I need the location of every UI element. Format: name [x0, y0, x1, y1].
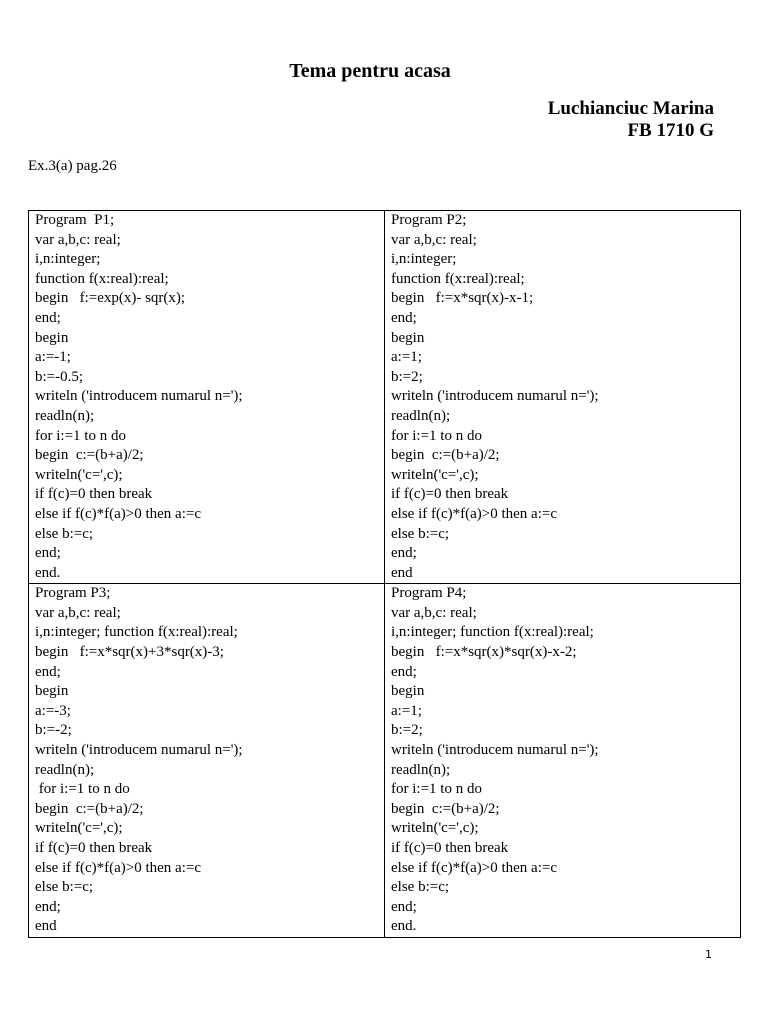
code-line: end; — [391, 309, 417, 326]
author-group: FB 1710 G — [627, 120, 714, 141]
code-line: begin — [391, 683, 425, 700]
code-line: Program P1; — [35, 212, 115, 228]
code-line: end — [391, 564, 413, 581]
code-line: Program P3; — [35, 585, 111, 602]
code-line: if f(c)=0 then break — [391, 486, 509, 503]
code-line: for i:=1 to n do — [35, 781, 130, 798]
code-line: begin f:=x*sqr(x)*sqr(x)-x-2; — [391, 644, 577, 661]
exercise-reference: Ex.3(a) pag.26 — [28, 158, 117, 174]
code-line: writeln('c=',c); — [391, 820, 479, 837]
code-line: end; — [391, 663, 417, 680]
code-line: begin c:=(b+a)/2; — [35, 447, 144, 464]
code-line: Program P2; — [391, 212, 467, 228]
code-line: i,n:integer; — [35, 251, 101, 268]
code-line: else if f(c)*f(a)>0 then a:=c — [391, 505, 557, 522]
code-line: Program P4; — [391, 585, 467, 602]
code-line: begin c:=(b+a)/2; — [391, 447, 500, 464]
code-line: writeln ('introducem numarul n='); — [35, 388, 243, 405]
programs-row-1 — [29, 211, 741, 584]
code-line: i,n:integer; function f(x:real):real; — [391, 624, 594, 641]
code-line: if f(c)=0 then break — [35, 840, 153, 856]
code-line: readln(n); — [391, 407, 451, 424]
code-line: readln(n); — [35, 407, 95, 424]
code-line: function f(x:real):real; — [35, 270, 169, 287]
code-line: begin f:=x*sqr(x)-x-1; — [391, 290, 534, 307]
code-line: a:=-3; — [35, 702, 71, 719]
code-line: end. — [391, 918, 417, 935]
code-line: for i:=1 to n do — [35, 427, 126, 444]
programs-table — [28, 210, 741, 938]
code-line: if f(c)=0 then break — [391, 840, 509, 856]
code-line: end; — [35, 309, 61, 326]
program-p4-cell — [385, 584, 741, 938]
code-line: else b:=c; — [35, 525, 94, 542]
code-line: writeln('c=',c); — [35, 466, 123, 483]
code-line: if f(c)=0 then break — [35, 486, 153, 503]
code-line: for i:=1 to n do — [391, 781, 482, 798]
code-line: writeln('c=',c); — [35, 820, 123, 837]
code-line: end; — [35, 545, 61, 562]
code-line: b:=2; — [391, 368, 423, 385]
code-line: else b:=c; — [35, 879, 94, 896]
code-line: begin c:=(b+a)/2; — [391, 800, 500, 817]
code-line: writeln('c=',c); — [391, 466, 479, 483]
code-line: for i:=1 to n do — [391, 427, 482, 444]
code-line: end; — [35, 663, 61, 680]
code-line: function f(x:real):real; — [391, 270, 525, 287]
programs-row-2 — [29, 584, 741, 938]
code-line: else if f(c)*f(a)>0 then a:=c — [391, 859, 557, 876]
code-line: else if f(c)*f(a)>0 then a:=c — [35, 505, 201, 522]
author-name: Luchianciuc Marina — [547, 98, 714, 119]
code-line: end; — [391, 545, 417, 562]
code-line: else b:=c; — [391, 525, 450, 542]
code-line: a:=-1; — [35, 349, 71, 366]
code-line: readln(n); — [391, 761, 451, 778]
program-p1-cell — [29, 211, 385, 584]
code-line: readln(n); — [35, 761, 95, 778]
document-title: Tema pentru acasa — [289, 60, 451, 82]
code-line: i,n:integer; — [391, 251, 457, 268]
code-line: b:=2; — [391, 722, 423, 739]
code-line: b:=-0.5; — [35, 368, 84, 385]
code-line: a:=1; — [391, 349, 422, 366]
code-line: else if f(c)*f(a)>0 then a:=c — [35, 859, 201, 876]
code-line: var a,b,c: real; — [35, 604, 121, 621]
code-line: end. — [35, 564, 61, 581]
code-line: begin — [391, 329, 425, 346]
code-line: begin f:=exp(x)- sqr(x); — [35, 290, 186, 307]
program-p3-cell — [29, 584, 385, 938]
code-line: writeln ('introducem numarul n='); — [35, 742, 243, 759]
code-line: i,n:integer; function f(x:real):real; — [35, 624, 238, 641]
code-line: begin f:=x*sqr(x)+3*sqr(x)-3; — [35, 644, 224, 661]
code-line: var a,b,c: real; — [391, 231, 477, 248]
code-line: writeln ('introducem numarul n='); — [391, 742, 599, 759]
code-line: begin — [35, 683, 69, 700]
code-line: var a,b,c: real; — [391, 604, 477, 621]
code-line: writeln ('introducem numarul n='); — [391, 388, 599, 405]
page-number: 1 — [705, 948, 712, 961]
code-line: else b:=c; — [391, 879, 450, 896]
code-line: end; — [391, 898, 417, 915]
code-line: end; — [35, 898, 61, 915]
code-line: var a,b,c: real; — [35, 231, 121, 248]
code-line: begin c:=(b+a)/2; — [35, 800, 144, 817]
code-line: end — [35, 918, 57, 935]
code-line: a:=1; — [391, 702, 422, 719]
program-p2-cell — [385, 211, 741, 584]
code-line: begin — [35, 329, 69, 346]
code-line: b:=-2; — [35, 722, 72, 739]
